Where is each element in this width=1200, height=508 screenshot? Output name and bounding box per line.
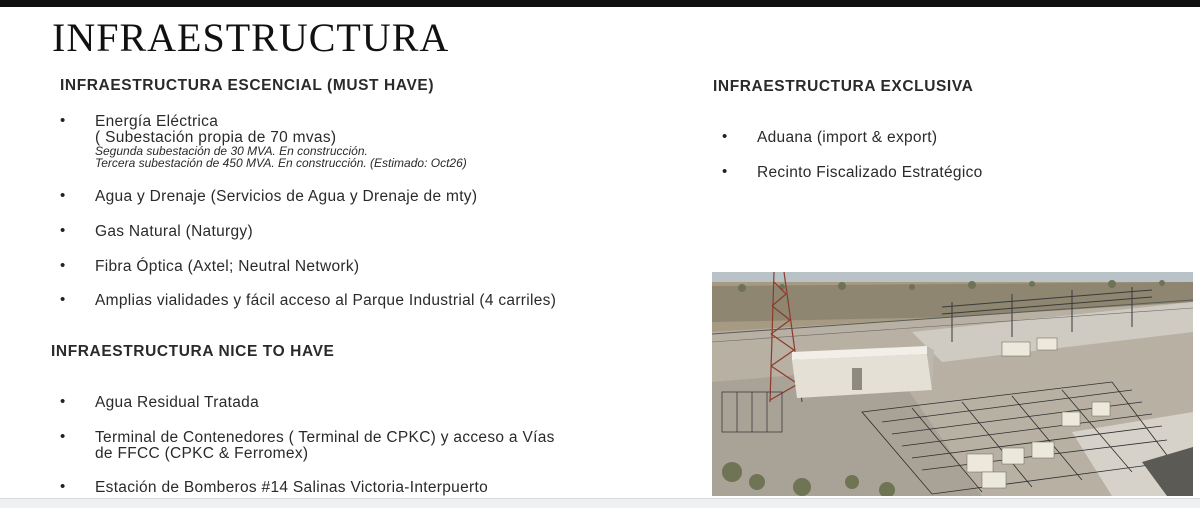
exclusive-item-customs: Aduana (import & export): [757, 129, 938, 146]
top-border: [0, 0, 1200, 7]
bullet: •: [60, 393, 66, 410]
nice-item-treated-water: Agua Residual Tratada: [95, 394, 259, 411]
bullet: •: [60, 428, 66, 445]
bullet: •: [60, 478, 66, 495]
bullet: •: [60, 222, 66, 239]
bullet: •: [722, 163, 728, 180]
bullet: •: [60, 291, 66, 308]
essential-item-energy-detail: ( Subestación propia de 70 mvas): [95, 129, 337, 146]
essential-item-fiber: Fibra Óptica (Axtel; Neutral Network): [95, 258, 360, 275]
bullet: •: [60, 187, 66, 204]
exclusive-item-bonded-area: Recinto Fiscalizado Estratégico: [757, 164, 983, 181]
nice-item-container-terminal: Terminal de Contenedores ( Terminal de CPKC) y acceso a Vías: [95, 429, 555, 446]
nice-heading: INFRAESTRUCTURA NICE TO HAVE: [51, 343, 335, 360]
essential-item-energy-note-1: Segunda subestación de 30 MVA. En construcción.: [95, 144, 368, 158]
nice-item-container-terminal-cont: de FFCC (CPKC & Ferromex): [95, 445, 309, 462]
nice-item-fire-station: Estación de Bomberos #14 Salinas Victoria-Interpuerto: [95, 479, 488, 496]
bullet: •: [60, 112, 66, 129]
substation-photo: [712, 272, 1193, 496]
essential-item-energy-title: Energía Eléctrica: [95, 113, 219, 130]
bullet: •: [722, 128, 728, 145]
essential-item-water: Agua y Drenaje (Servicios de Agua y Drenaje de mty): [95, 188, 478, 205]
bullet: •: [60, 257, 66, 274]
essential-heading: INFRAESTRUCTURA ESCENCIAL (MUST HAVE): [60, 77, 435, 94]
essential-item-energy-note-2: Tercera subestación de 450 MVA. En construcción. (Estimado: Oct26): [95, 156, 467, 170]
exclusive-heading: INFRAESTRUCTURA EXCLUSIVA: [713, 78, 974, 95]
essential-item-roads: Amplias vialidades y fácil acceso al Parque Industrial (4 carriles): [95, 292, 557, 309]
essential-item-gas: Gas Natural (Naturgy): [95, 223, 253, 240]
page-title: INFRAESTRUCTURA: [52, 15, 450, 60]
